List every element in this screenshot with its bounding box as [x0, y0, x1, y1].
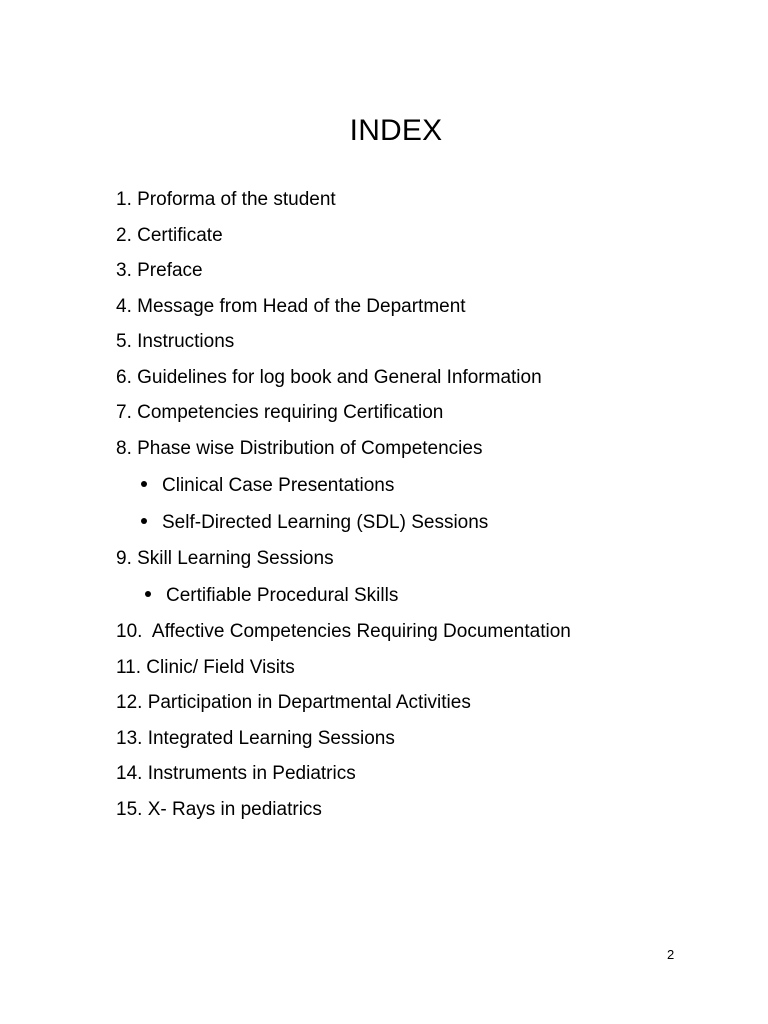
index-entry-3: 3. Preface: [116, 260, 203, 281]
index-title: INDEX: [349, 114, 443, 147]
index-entry-11: 11. Clinic/ Field Visits: [116, 657, 295, 678]
index-entry-7: 7. Competencies requiring Certification: [116, 402, 444, 423]
index-sub-entry: [141, 511, 488, 535]
sub-entry-label: Clinical Case Presentations: [162, 475, 395, 496]
index-sub-entry: [141, 474, 394, 498]
index-sub-entry: [145, 584, 398, 608]
index-entry-10: 10. Affective Competencies Requiring Documentation: [116, 621, 571, 642]
page-number: 2: [667, 947, 675, 962]
index-entry-9: 9. Skill Learning Sessions: [116, 548, 334, 569]
bullet-icon: [141, 518, 147, 524]
sub-entry-label: Self-Directed Learning (SDL) Sessions: [162, 512, 489, 533]
index-entry-4: 4. Message from Head of the Department: [116, 296, 466, 317]
index-entry-12: 12. Participation in Departmental Activities: [116, 692, 471, 713]
index-entry-14: 14. Instruments in Pediatrics: [116, 763, 356, 784]
index-entry-5: 5. Instructions: [116, 331, 235, 352]
bullet-icon: [141, 481, 147, 487]
sub-entry-label: Certifiable Procedural Skills: [166, 585, 399, 606]
index-entry-13: 13. Integrated Learning Sessions: [116, 728, 395, 749]
index-entry-15: 15. X- Rays in pediatrics: [116, 799, 322, 820]
index-entry-1: 1. Proforma of the student: [116, 189, 336, 210]
bullet-icon: [145, 591, 151, 597]
index-entry-8: 8. Phase wise Distribution of Competencies: [116, 438, 483, 459]
index-entry-6: 6. Guidelines for log book and General Information: [116, 367, 542, 388]
index-entry-2: 2. Certificate: [116, 225, 223, 246]
